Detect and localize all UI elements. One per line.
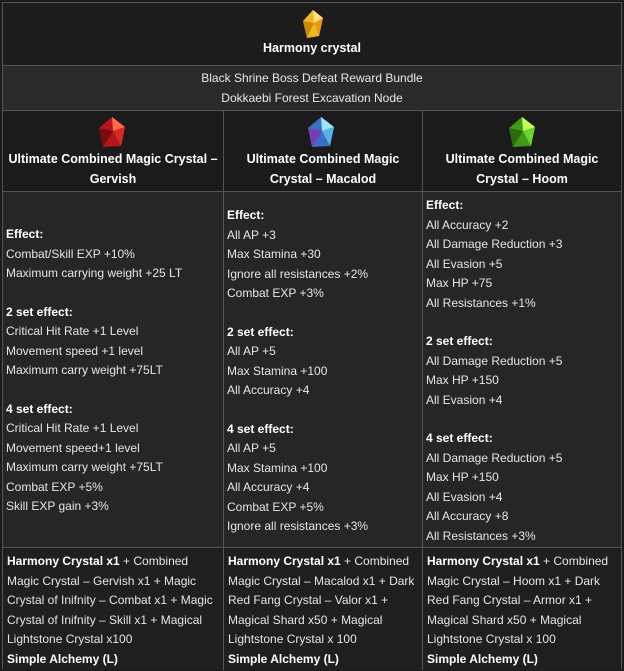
effect-line: Critical Hit Rate +1 Level	[6, 421, 139, 435]
recipe-text: + Combined	[119, 554, 189, 568]
recipe-text: Lightstone Crystal x 100	[427, 632, 556, 646]
crystal-table	[2, 2, 622, 669]
set4-heading: 4 set effect:	[227, 421, 294, 436]
effect-line: All Damage Reduction +5	[426, 353, 563, 368]
effect-line: Combat EXP +5%	[6, 479, 103, 494]
effect-line: Max HP +150	[426, 373, 499, 387]
column-divider	[223, 111, 224, 670]
column-header-macalod	[224, 111, 422, 192]
recipe-main-ingredient: Harmony Crystal x1	[7, 554, 120, 568]
effect-line: Maximum carry weight +75LT	[6, 460, 163, 474]
red-crystal-icon	[95, 115, 129, 149]
page-title: Harmony crystal	[263, 41, 361, 55]
effect-line: All Resistances +1%	[426, 295, 536, 310]
effect-line: Max Stamina +100	[227, 460, 328, 475]
recipe-text: Crystal of Inifnity – Combat x1 + Magic	[7, 593, 213, 607]
effect-line: Combat EXP +5%	[227, 499, 324, 514]
recipe-text: Magical Shard x50 + Magical	[228, 612, 383, 627]
recipe-main-ingredient: Harmony Crystal x1	[228, 554, 341, 568]
recipe-cell-hoom	[423, 549, 621, 670]
recipe-method: Simple Alchemy (L)	[427, 651, 538, 666]
set2-heading: 2 set effect:	[6, 304, 73, 319]
effect-line: Critical Hit Rate +1 Level	[6, 324, 139, 338]
effect-line: Maximum carry weight +75LT	[6, 363, 163, 377]
column-divider	[422, 111, 423, 670]
effect-line: All Evasion +4	[426, 392, 503, 407]
set4-heading: 4 set effect:	[6, 401, 73, 416]
recipe-cell-gervish	[3, 549, 223, 670]
recipe-method: Simple Alchemy (L)	[228, 651, 339, 666]
set4-heading: 4 set effect:	[426, 431, 493, 445]
source-item: Dokkaebi Forest Excavation Node	[221, 90, 403, 105]
effect-line: All Evasion +4	[426, 489, 503, 504]
effect-heading: Effect:	[227, 208, 265, 222]
effect-line: All Resistances +3%	[426, 528, 536, 543]
effect-line: Ignore all resistances +2%	[227, 266, 369, 281]
effect-line: All Accuracy +4	[227, 383, 310, 397]
recipe-text: Crystal of Inifnity – Skill x1 + Magical	[7, 612, 203, 627]
effect-line: All Evasion +5	[426, 256, 503, 271]
effect-line: All Accuracy +2	[426, 217, 509, 232]
effects-cell-hoom	[423, 192, 621, 548]
blue-crystal-icon	[304, 115, 338, 149]
source-list	[3, 66, 621, 111]
effect-line: All AP +3	[227, 227, 276, 242]
recipe-text: + Combined	[340, 554, 410, 568]
effect-line: Combat EXP +3%	[227, 286, 324, 300]
effect-line: Movement speed+1 level	[6, 440, 140, 455]
column-title: Ultimate Combined Magic Crystal – Macalod	[246, 152, 400, 186]
effect-line: Combat/Skill EXP +10%	[6, 246, 135, 261]
effect-line: All AP +5	[227, 344, 276, 358]
table-header	[3, 3, 621, 66]
effect-line: Max Stamina +30	[227, 247, 321, 261]
effect-line: Max HP +150	[426, 470, 499, 484]
green-crystal-icon	[505, 115, 539, 149]
effect-line: All Accuracy +4	[227, 480, 310, 494]
effect-line: Skill EXP gain +3%	[6, 499, 109, 513]
effect-line: Ignore all resistances +3%	[227, 519, 369, 533]
effect-line: Maximum carrying weight +25 LT	[6, 266, 183, 280]
effect-line: All Damage Reduction +3	[426, 237, 563, 251]
recipe-main-ingredient: Harmony Crystal x1	[427, 554, 540, 568]
effect-line: All Accuracy +8	[426, 509, 509, 523]
effect-line: All Damage Reduction +5	[426, 450, 563, 465]
recipe-text: Lightstone Crystal x100	[7, 632, 133, 646]
column-title: Ultimate Combined Magic Crystal – Gervish	[8, 152, 218, 186]
recipe-text: Magic Crystal – Gervish x1 + Magic	[7, 573, 197, 588]
effect-heading: Effect:	[6, 227, 44, 241]
set2-heading: 2 set effect:	[426, 334, 493, 348]
effect-heading: Effect:	[426, 198, 464, 212]
recipe-text: Magical Shard x50 + Magical	[427, 612, 582, 627]
column-header-hoom	[423, 111, 621, 192]
set2-heading: 2 set effect:	[227, 324, 294, 339]
recipe-cell-macalod	[224, 549, 422, 670]
yellow-crystal-icon	[300, 9, 326, 39]
effect-line: All AP +5	[227, 441, 276, 455]
effects-cell-macalod	[224, 192, 422, 548]
source-item: Black Shrine Boss Defeat Reward Bundle	[201, 71, 423, 85]
effect-line: Max HP +75	[426, 276, 493, 290]
effects-cell-gervish	[3, 192, 223, 548]
effect-line: Max Stamina +100	[227, 363, 328, 378]
recipe-text: Red Fang Crystal – Valor x1 +	[228, 593, 389, 607]
recipe-method: Simple Alchemy (L)	[7, 651, 118, 666]
recipe-text: Lightstone Crystal x 100	[228, 632, 357, 646]
column-header-gervish	[3, 111, 223, 192]
column-title: Ultimate Combined Magic Crystal – Hoom	[445, 152, 599, 186]
recipe-text: + Combined	[539, 554, 609, 568]
recipe-text: Magic Crystal – Macalod x1 + Dark	[228, 573, 415, 588]
recipe-text: Red Fang Crystal – Armor x1 +	[427, 593, 593, 607]
recipe-text: Magic Crystal – Hoom x1 + Dark	[427, 573, 601, 588]
effect-line: Movement speed +1 level	[6, 343, 144, 358]
